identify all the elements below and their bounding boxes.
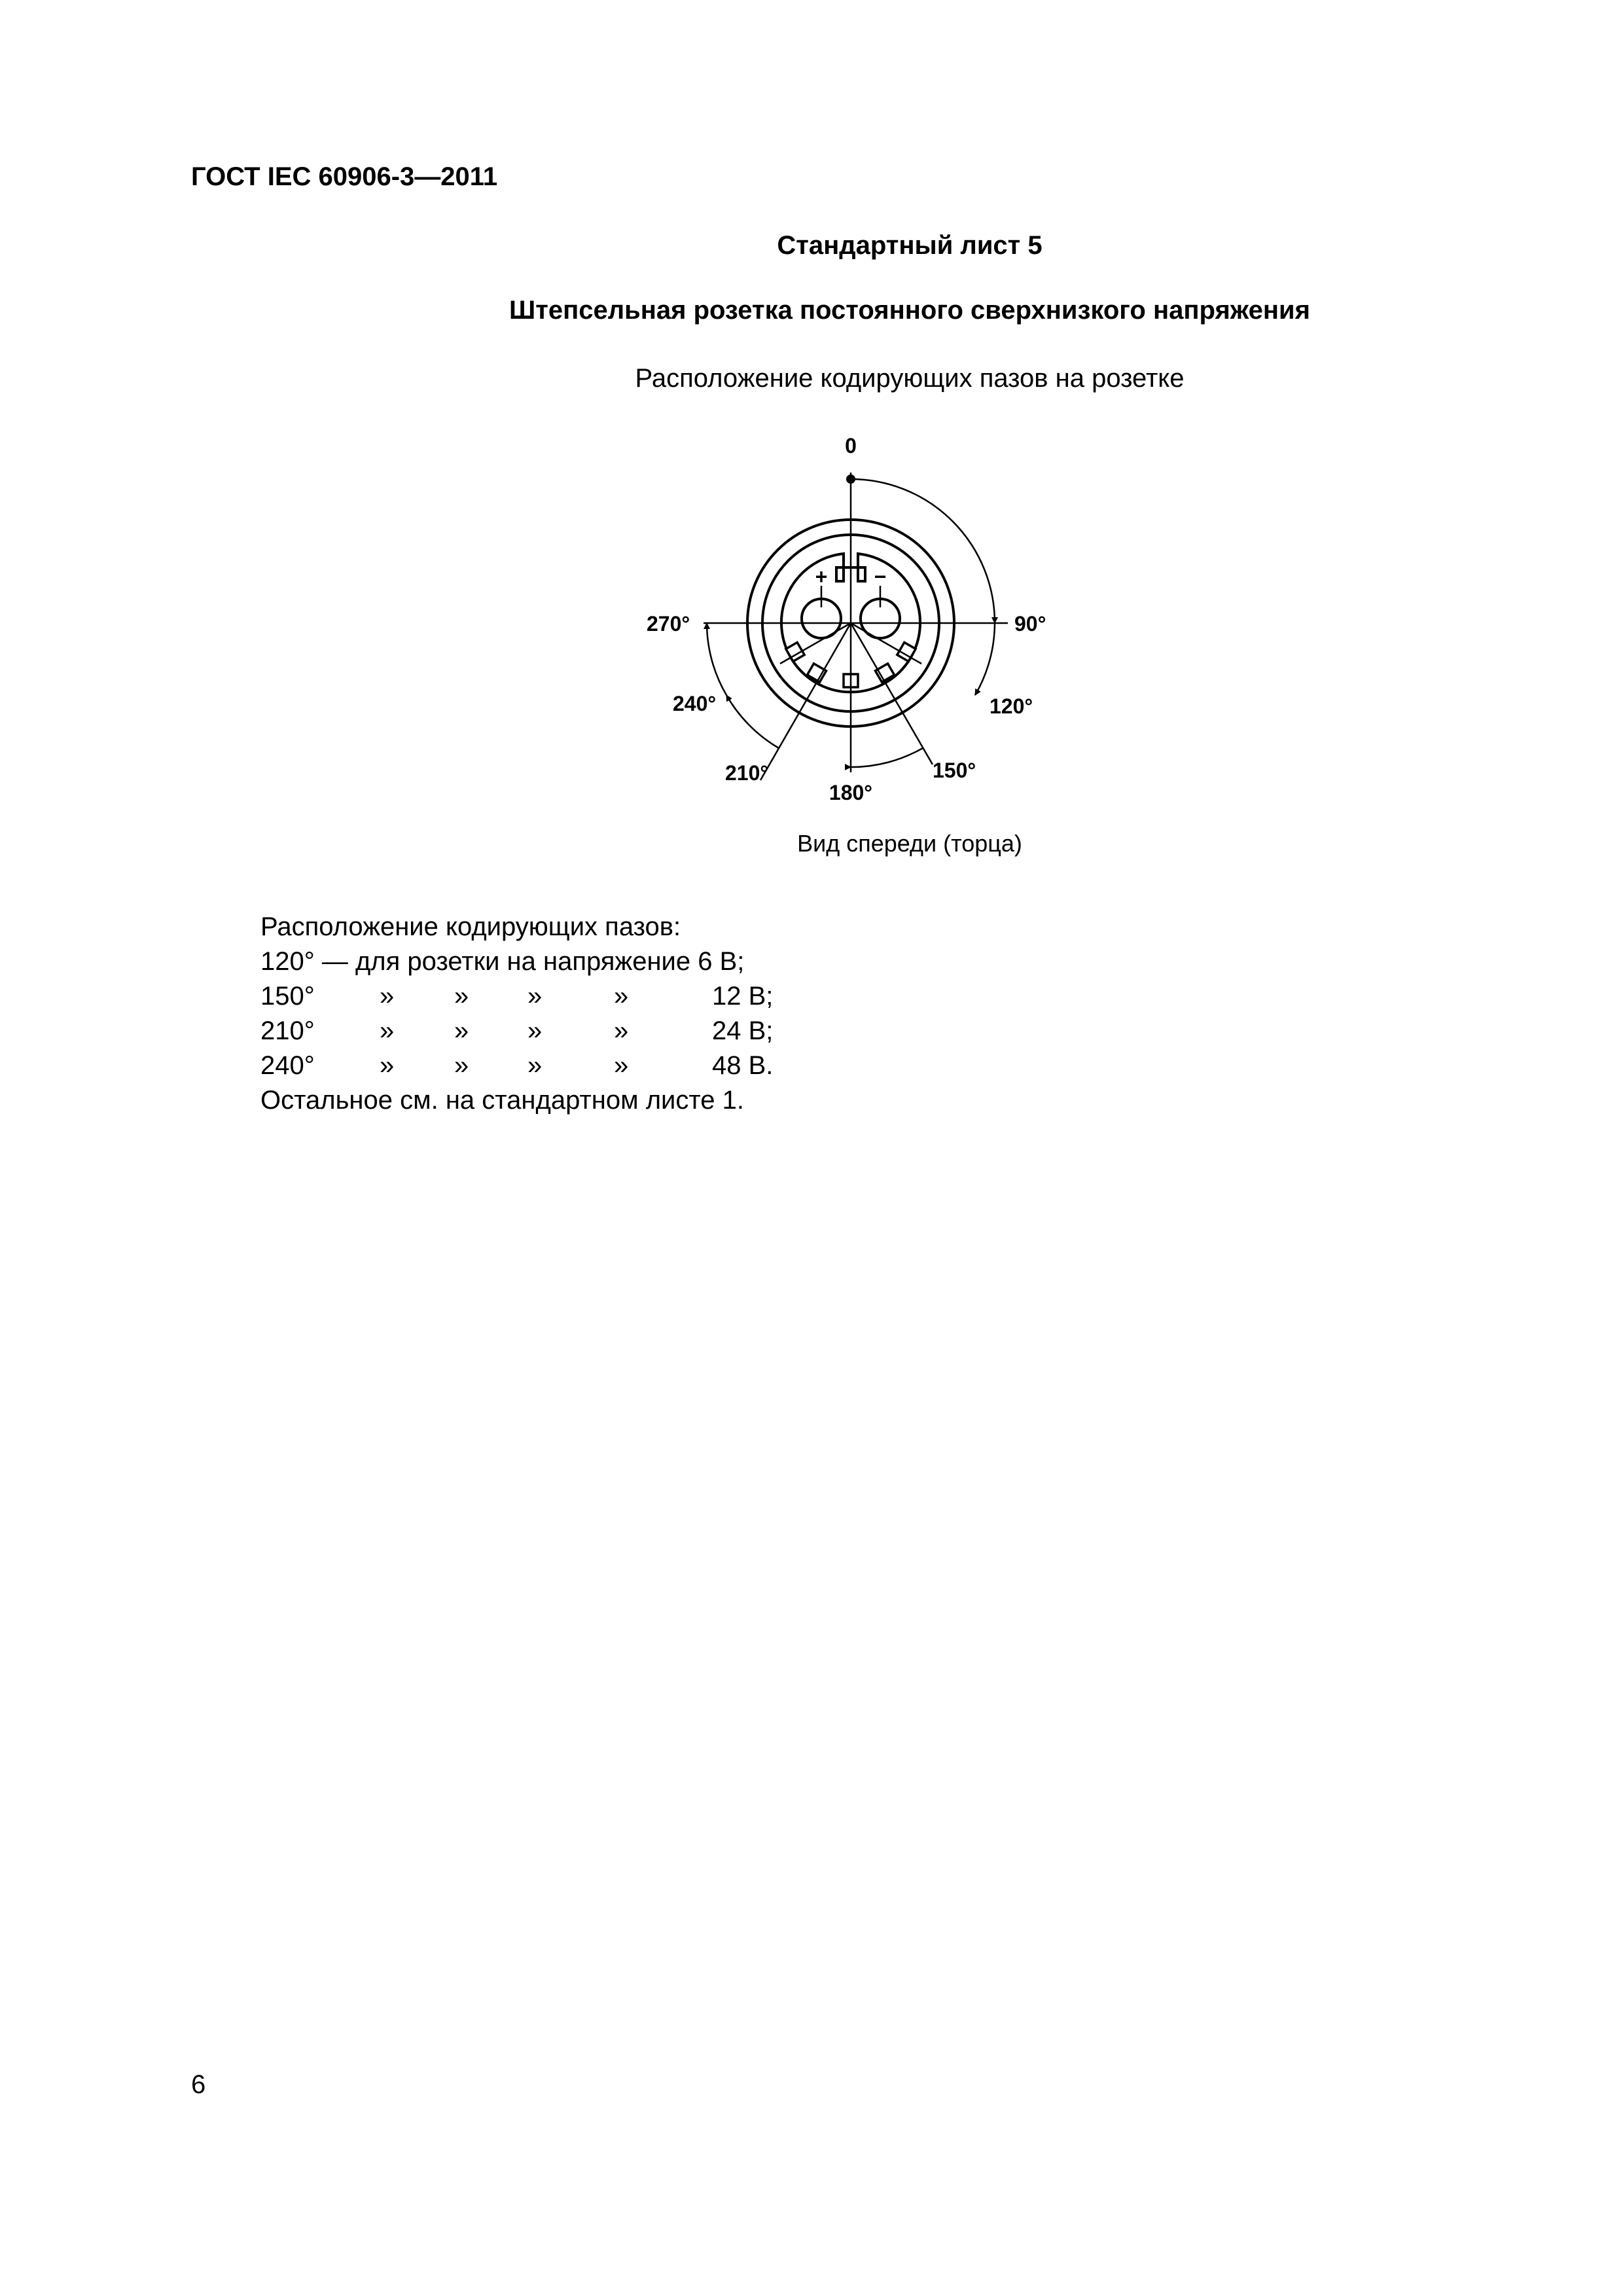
notes-value: 48 В. — [712, 1051, 774, 1080]
notes-angle: 210° — [260, 1016, 315, 1045]
pin-minus-label: − — [874, 565, 887, 588]
ditto-mark: » — [380, 1051, 395, 1080]
ditto-mark: » — [454, 1016, 469, 1045]
ditto-mark: » — [614, 982, 629, 1011]
notes-angle: 150° — [260, 982, 315, 1011]
ditto-mark: » — [527, 1016, 543, 1045]
ditto-mark: » — [380, 1016, 395, 1045]
notes-angle: 240° — [260, 1051, 315, 1080]
label-150: 150° — [933, 759, 976, 782]
arc-210-240 — [726, 695, 779, 748]
label-180: 180° — [829, 781, 873, 804]
ditto-mark: » — [614, 1016, 629, 1045]
sheet-title: Стандартный лист 5 — [777, 231, 1043, 260]
ditto-mark: » — [527, 1051, 543, 1080]
label-120: 120° — [990, 694, 1033, 718]
label-270: 270° — [647, 612, 690, 636]
arc-180-150 — [851, 748, 923, 767]
arc-90-120 — [975, 623, 995, 695]
figure-caption: Вид спереди (торца) — [797, 830, 1022, 857]
ditto-mark: » — [614, 1051, 629, 1080]
notes-heading: Расположение кодирующих пазов: — [260, 912, 681, 941]
notes-value: 12 В; — [712, 982, 774, 1011]
pin-plus-label: + — [815, 565, 828, 588]
ditto-mark: » — [454, 1051, 469, 1080]
document-code: ГОСТ IEC 60906-3—2011 — [191, 162, 498, 191]
ditto-mark: » — [527, 982, 543, 1011]
label-90: 90° — [1014, 612, 1046, 636]
notes-line-text: 120° — для розетки на напряжение 6 В; — [260, 947, 745, 976]
ditto-mark: » — [454, 982, 469, 1011]
label-0: 0 — [845, 434, 857, 457]
label-210: 210° — [725, 761, 769, 785]
ditto-mark: » — [380, 982, 395, 1011]
notes-value: 24 В; — [712, 1016, 774, 1045]
notes-footer: Остальное см. на стандартном листе 1. — [260, 1086, 744, 1115]
socket-diagram — [589, 419, 1113, 825]
arc-240-270 — [707, 623, 726, 695]
page-number: 6 — [191, 2070, 206, 2099]
figure-heading: Расположение кодирующих пазов на розетке — [635, 364, 1185, 393]
label-240: 240° — [673, 692, 717, 715]
document-title: Штепсельная розетка постоянного сверхнизкого напряжения — [509, 296, 1310, 325]
